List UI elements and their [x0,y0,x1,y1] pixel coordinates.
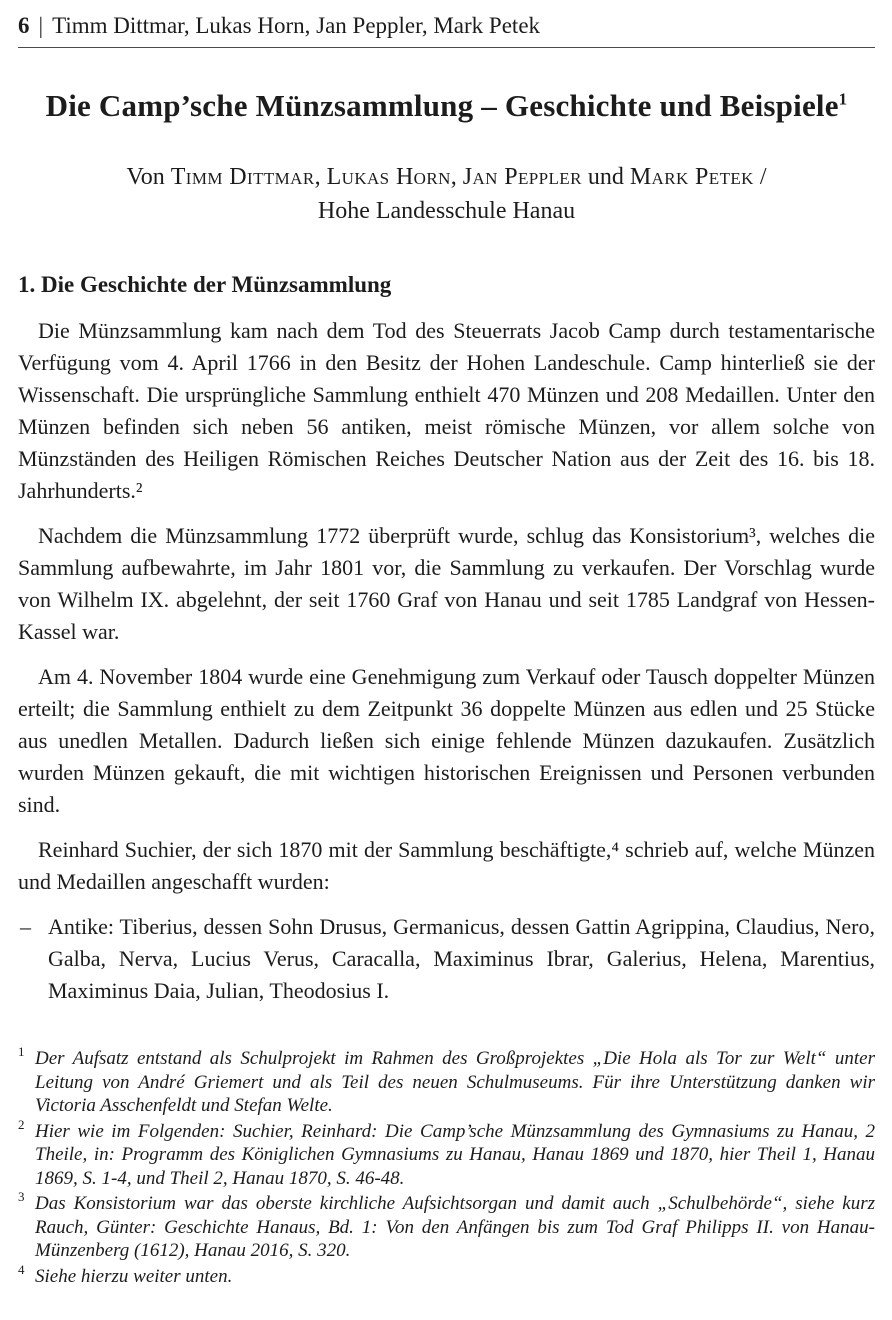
byline-authors-line [18,160,875,194]
footnote-2 [18,1116,875,1191]
byline-prefix: Von [126,164,171,190]
footnote-1-text: Der Aufsatz entstand als Schulprojekt im Rahmen des Großprojektes „Die Hola als Tor zur Welt“ unter Leitung von André Griemert und als Teil des neuen Schulmuseums. Für ihre Unterstützung danken wir Victoria Asschenfeldt und Stefan Welte. [35,1048,875,1116]
byline-author-1: Timm Dittmar [170,164,315,190]
byline-author-2: Lukas Horn [326,164,451,190]
running-header-authors: Timm Dittmar, Lukas Horn, Jan Peppler, Mark Petek [52,13,541,38]
footnote-4-text: Siehe hierzu weiter unten. [35,1265,233,1287]
footnote-3 [18,1189,875,1263]
footnote-2-number: 2 [18,1116,25,1132]
article-title-text: Die Camp’sche Münzsammlung – Geschichte und Beispiele [45,88,839,123]
body-paragraph-1: Die Münzsammlung kam nach dem Tod des Steuerrats Jacob Camp durch testamentarische Verfügung vom 4. April 1766 in den Besitz der Hohen Landeschule. Camp hinterließ sie der Wissenschaft. Die ursprüngliche Sammlung enthielt 470 Münzen und 208 Medaillen. Unter den Münzen befinden sich neben 56 antiken, meist römische Münzen, vor allem solche von Münzständen des Heiligen Römischen Reiches Deutscher Nation aus der Zeit des 16. bis 18. Jahrhunderts.² [18,318,875,503]
footnotes-section [18,1044,875,1288]
footnote-4 [18,1261,875,1289]
footnote-1 [18,1044,875,1118]
byline-author-4: Mark Petek [629,164,754,190]
byline-separator-2: , [450,164,463,190]
header-separator: | [38,13,44,38]
byline-institution: Hohe Landesschule Hanau [317,198,576,224]
body-paragraph-4: Reinhard Suchier, der sich 1870 mit der Sammlung beschäftigte,⁴ schrieb auf, welche Münzen und Medaillen angeschafft wurden: [18,837,875,894]
article-title [18,86,875,126]
byline-slash: / [753,164,767,190]
byline-separator-1: , [314,164,327,190]
running-header [18,12,875,48]
footnote-3-text: Das Konsistorium war das oberste kirchliche Aufsichtsorgan und damit auch „Schulbehörde“, siehe kurz Rauch, Günter: Geschichte Hanaus, Bd. 1: Von den Anfängen bis zum Tod Graf Philipps II. von Hanau-Münzenberg (1612), Hanau 2016, S. 320. [35,1193,875,1261]
byline [18,160,875,228]
body-paragraph-3: Am 4. November 1804 wurde eine Genehmigung zum Verkauf oder Tausch doppelter Münzen erteilt; die Sammlung enthielt zu dem Zeitpunkt 36 doppelte Münzen aus edlen und 25 Stücke aus unedlen Metallen. Dadurch ließen sich einige fehlende Münzen dazukaufen. Zusätzlich wurden Münzen gekauft, die mit wichtigen historischen Ereignissen und Personen verbunden sind. [18,664,875,817]
section-heading: 1. Die Geschichte der Münzsammlung [18,272,392,297]
footnote-2-text: Hier wie im Folgenden: Suchier, Reinhard: Die Camp’sche Münzsammlung des Gymnasiums zu Hanau, 2 Theile, in: Programm des Königlichen Gymnasiums zu Hanau, Hanau 1869 und 1870, hier Theil 1, Hanau 1869, S. 1-4, und Theil 2, Hanau 1870, S. 46-48. [35,1120,875,1189]
list-item-text: Antike: Tiberius, dessen Sohn Drusus, Germanicus, dessen Gattin Agrippina, Claudius, Nero, Galba, Nerva, Lucius Verus, Caracalla, Maximinus Ibrar, Galerius, Helena, Marentius, Maximinus Daia, Julian, Theodosius I. [48,914,875,1003]
page-number: 6 [18,13,30,38]
footnote-1-number: 1 [18,1044,25,1059]
body-paragraph-2: Nachdem die Münzsammlung 1772 überprüft wurde, schlug das Konsistorium³, welches die Sammlung aufbewahrte, im Jahr 1801 vor, die Sammlung zu verkaufen. Der Vorschlag wurde von Wilhelm IX. abgelehnt, der seit 1760 Graf von Hanau und seit 1785 Landgraf von Hessen-Kassel war. [18,523,875,644]
byline-conjunction: und [581,164,630,190]
footnote-4-number: 4 [18,1261,25,1277]
list-item [18,911,875,1007]
list-dash-marker: – [20,914,31,939]
byline-author-3: Jan Peppler [462,164,582,190]
footnote-3-number: 3 [18,1189,25,1204]
title-footnote-marker: 1 [838,89,848,109]
